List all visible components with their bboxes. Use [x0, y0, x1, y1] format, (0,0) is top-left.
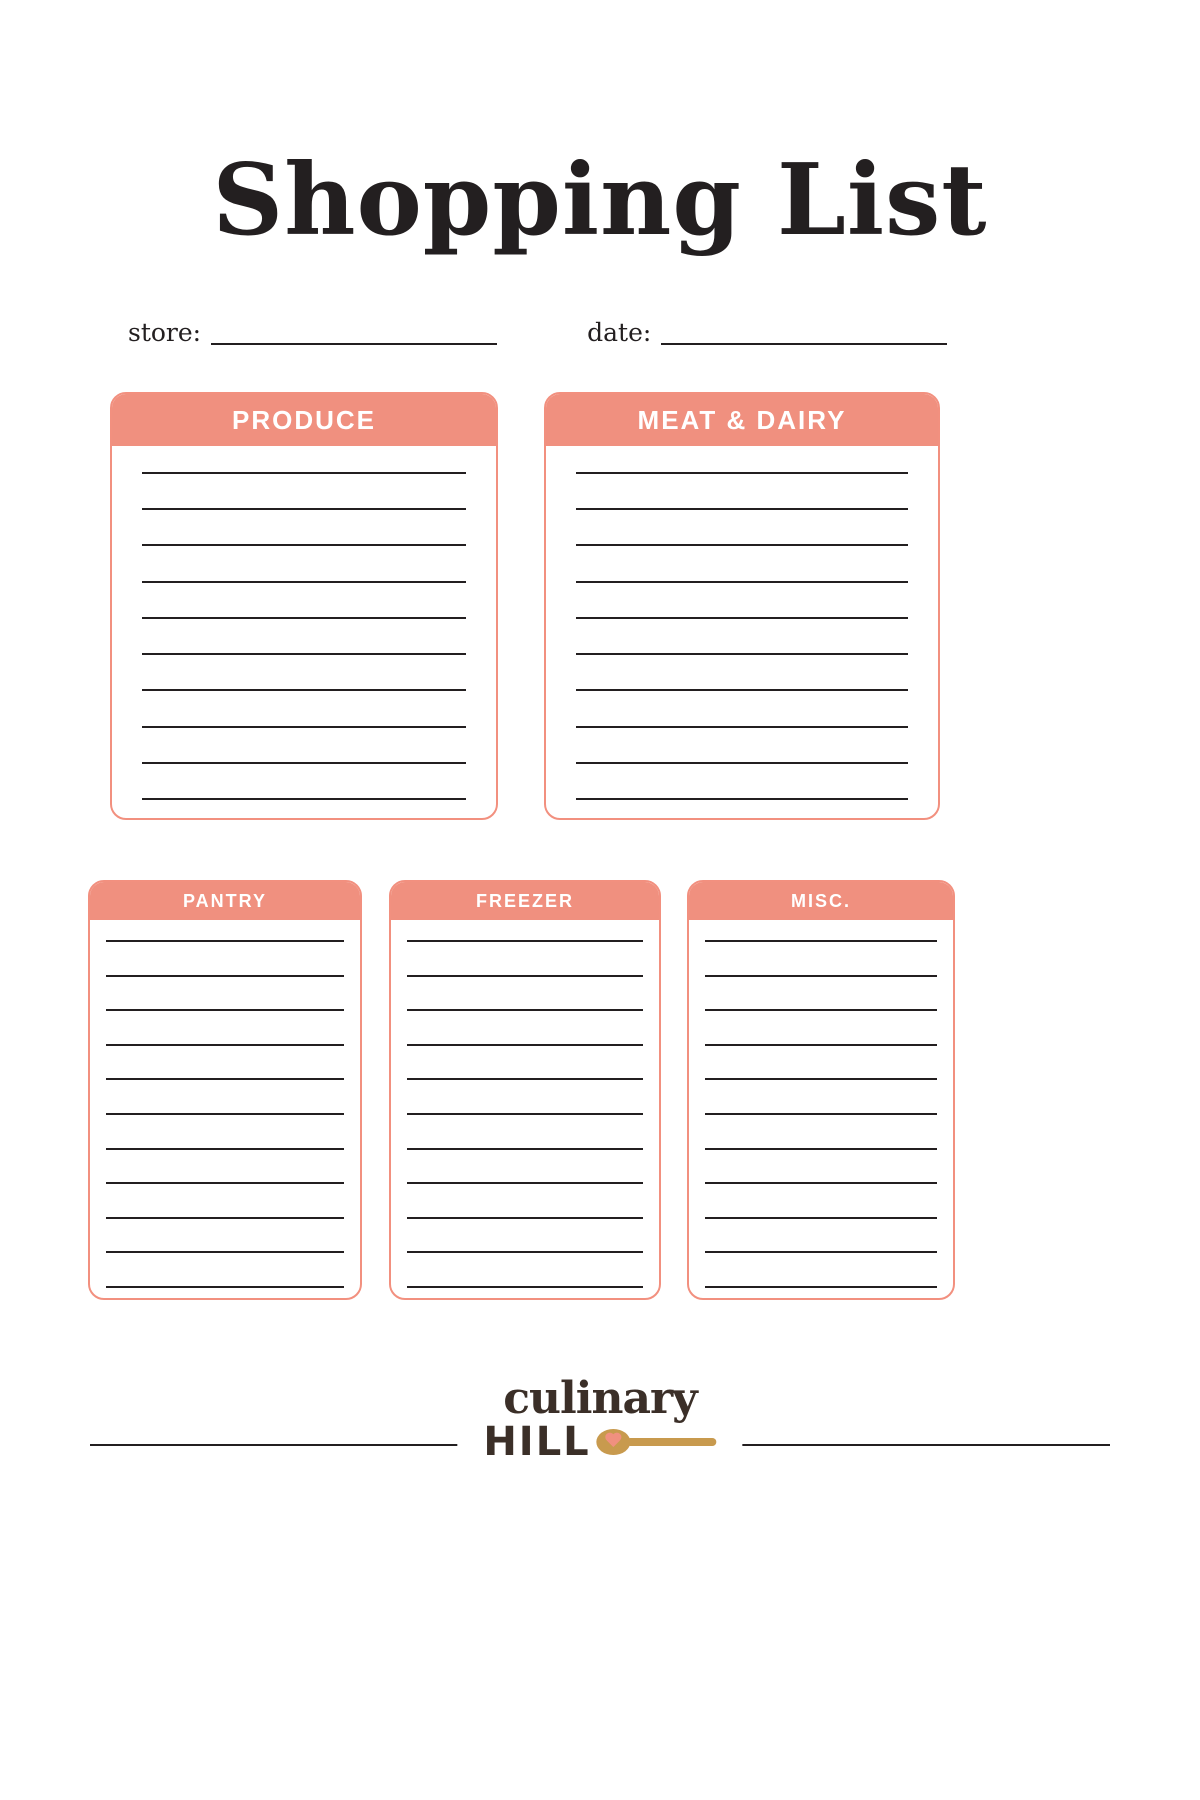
write-line[interactable]	[106, 1217, 344, 1219]
write-line[interactable]	[407, 1182, 643, 1184]
write-line[interactable]	[576, 762, 908, 764]
write-line[interactable]	[407, 1148, 643, 1150]
write-line[interactable]	[407, 1044, 643, 1046]
write-line[interactable]	[142, 508, 466, 510]
write-line[interactable]	[705, 1182, 937, 1184]
section-card-misc	[687, 880, 955, 1300]
write-line[interactable]	[106, 1044, 344, 1046]
section-card-pantry	[88, 880, 362, 1300]
write-line[interactable]	[407, 1217, 643, 1219]
brand-logo	[457, 1373, 742, 1465]
write-line[interactable]	[142, 689, 466, 691]
section-lines-freezer[interactable]	[391, 920, 659, 1300]
write-line[interactable]	[576, 472, 908, 474]
write-line[interactable]	[106, 1148, 344, 1150]
write-line[interactable]	[576, 689, 908, 691]
write-line[interactable]	[407, 1113, 643, 1115]
store-field[interactable]	[128, 320, 497, 345]
page-title: Shopping List	[212, 143, 988, 258]
write-line[interactable]	[705, 1113, 937, 1115]
write-line[interactable]	[407, 1286, 643, 1288]
write-line[interactable]	[705, 1286, 937, 1288]
write-line[interactable]	[106, 1113, 344, 1115]
write-line[interactable]	[106, 1009, 344, 1011]
write-line[interactable]	[142, 581, 466, 583]
write-line[interactable]	[705, 1078, 937, 1080]
section-lines-produce[interactable]	[112, 446, 496, 818]
write-line[interactable]	[407, 1009, 643, 1011]
write-line[interactable]	[407, 940, 643, 942]
write-line[interactable]	[576, 544, 908, 546]
write-line[interactable]	[705, 1044, 937, 1046]
section-card-produce	[110, 392, 498, 820]
brand-name-line2: HILL	[483, 1418, 591, 1465]
write-line[interactable]	[705, 1009, 937, 1011]
write-line[interactable]	[106, 975, 344, 977]
section-header-meat-and-dairy: MEAT & DAIRY	[546, 394, 938, 446]
write-line[interactable]	[142, 798, 466, 800]
write-line[interactable]	[142, 472, 466, 474]
meta-row	[0, 320, 1200, 345]
heart-icon	[605, 1433, 623, 1451]
section-header-misc: MISC.	[689, 882, 953, 920]
section-lines-misc[interactable]	[689, 920, 953, 1300]
write-line[interactable]	[576, 617, 908, 619]
write-line[interactable]	[576, 726, 908, 728]
write-line[interactable]	[106, 940, 344, 942]
write-line[interactable]	[142, 762, 466, 764]
write-line[interactable]	[705, 1148, 937, 1150]
store-label: store:	[128, 318, 202, 347]
footer	[0, 1373, 1200, 1518]
date-input-line[interactable]	[661, 321, 947, 345]
brand-bottom-row	[483, 1418, 716, 1465]
date-field[interactable]	[587, 320, 947, 345]
spoon-with-heart-icon	[597, 1425, 717, 1459]
write-line[interactable]	[142, 726, 466, 728]
write-line[interactable]	[106, 1078, 344, 1080]
write-line[interactable]	[142, 544, 466, 546]
section-header-freezer: FREEZER	[391, 882, 659, 920]
section-header-produce: PRODUCE	[112, 394, 496, 446]
date-label: date:	[587, 318, 652, 347]
write-line[interactable]	[106, 1251, 344, 1253]
section-lines-meat-and-dairy[interactable]	[546, 446, 938, 818]
write-line[interactable]	[576, 581, 908, 583]
section-card-meat-and-dairy	[544, 392, 940, 820]
section-header-pantry: PANTRY	[90, 882, 360, 920]
write-line[interactable]	[407, 1078, 643, 1080]
write-line[interactable]	[407, 1251, 643, 1253]
write-line[interactable]	[705, 975, 937, 977]
write-line[interactable]	[106, 1182, 344, 1184]
section-lines-pantry[interactable]	[90, 920, 360, 1300]
write-line[interactable]	[407, 975, 643, 977]
section-card-freezer	[389, 880, 661, 1300]
write-line[interactable]	[576, 653, 908, 655]
write-line[interactable]	[106, 1286, 344, 1288]
write-line[interactable]	[142, 653, 466, 655]
brand-name-line1: culinary	[503, 1373, 697, 1424]
store-input-line[interactable]	[211, 321, 497, 345]
write-line[interactable]	[705, 940, 937, 942]
write-line[interactable]	[576, 508, 908, 510]
write-line[interactable]	[705, 1217, 937, 1219]
write-line[interactable]	[142, 617, 466, 619]
write-line[interactable]	[576, 798, 908, 800]
write-line[interactable]	[705, 1251, 937, 1253]
